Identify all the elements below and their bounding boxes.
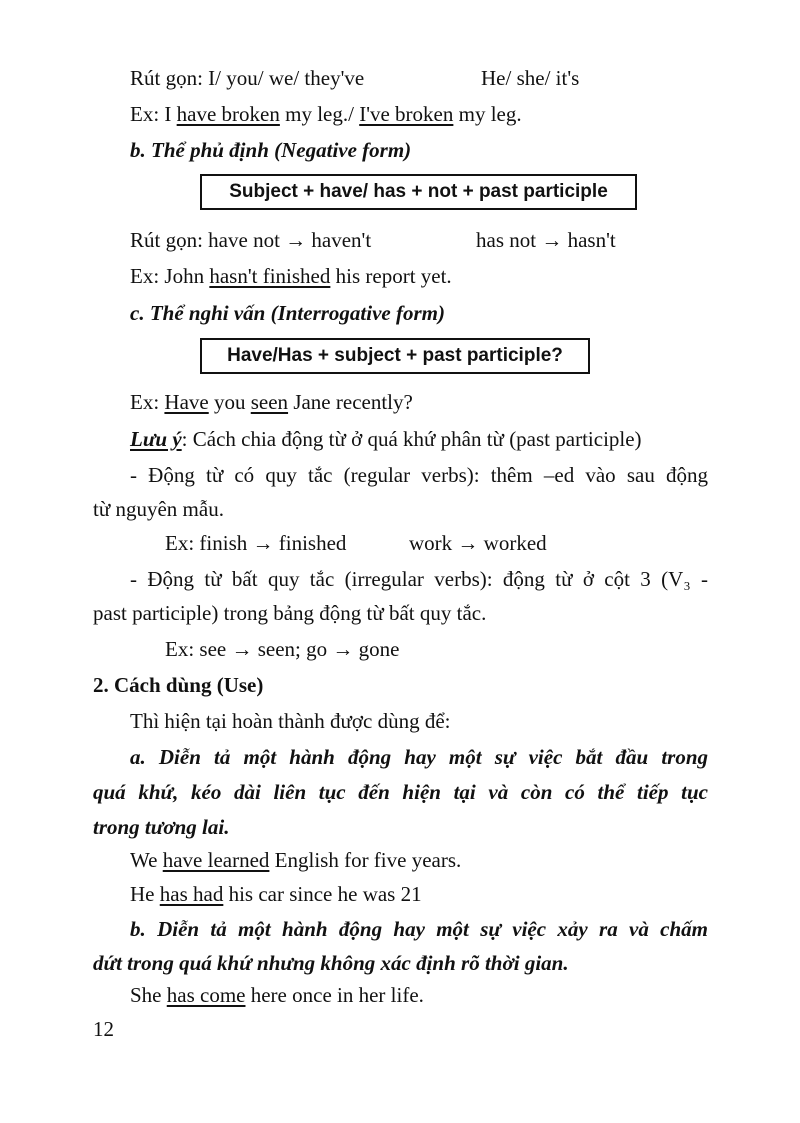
contraction-text-2: He/ she/ it's [481,66,580,90]
heading-negative-form: b. Thể phủ định (Negative form) [130,138,412,162]
example-text: his car since he was 21 [223,882,422,906]
use-a-example-2 [130,882,422,906]
irregular-verbs-line-2: past participle) trong bảng động từ bất quy tắc. [93,601,487,625]
example-text: He [130,882,160,906]
contraction-text: Rút gọn: have not → haven't [130,228,372,252]
contraction-line-affirmative [130,66,364,90]
example-verb: seen [250,390,289,414]
example-text: She [130,983,167,1007]
example-affirmative [130,102,522,126]
use-b-example [130,983,424,1007]
contraction-line-negative-2 [476,228,616,252]
example-verb: has come [166,983,246,1007]
example-negative [130,264,452,288]
formula-box-negative: Subject + have/ has + not + past participle [200,174,637,210]
example-text: here once in her life. [245,983,424,1007]
use-intro: Thì hiện tại hoàn thành được dùng để: [130,709,451,733]
use-a-line-1: a. Diễn tả một hành động hay một sự việc bắt đầu trong [130,745,708,769]
contraction-text-2: has not → hasn't [476,228,616,252]
heading-interrogative-form: c. Thể nghi vấn (Interrogative form) [130,301,445,325]
note-line [130,427,642,451]
example-text: We [130,848,163,872]
example-verb: Have [164,390,209,414]
contraction-line-affirmative-2 [481,66,579,90]
use-a-line-3: trong tương lai. [93,815,230,839]
example-text: Ex: John [130,264,210,288]
example-text: Jane recently? [288,390,413,414]
use-b-line-1: b. Diễn tả một hành động hay một sự việc xảy ra và chấm [130,917,708,941]
example-text: Ex: [130,390,165,414]
example-text: English for five years. [269,848,462,872]
example-text: you [208,390,251,414]
irregular-verbs-example: Ex: see → seen; go → gone [165,637,400,661]
example-verb: has had [159,882,224,906]
regular-verbs-line-2: từ nguyên mẫu. [93,497,224,521]
note-label: Lưu ý [130,427,182,451]
example-text: my leg. [453,102,522,126]
use-b-line-2: dứt trong quá khứ nhưng không xác định rõ thời gian. [93,951,569,975]
use-a-line-2: quá khứ, kéo dài liên tục đến hiện tại và còn có thể tiếp tục [93,780,708,804]
example-text: my leg./ [279,102,360,126]
note-text: : Cách chia động từ ở quá khứ phân từ (past participle) [181,427,642,451]
regular-verbs-example-2: work → worked [409,531,547,555]
contraction-line-negative [130,228,371,252]
section-heading-use: 2. Cách dùng (Use) [93,673,264,697]
regular-verbs-line: - Động từ có quy tắc (regular verbs): thêm –ed vào sau động [130,463,708,487]
example-text: his report yet. [330,264,452,288]
use-a-example-1 [130,848,461,872]
example-verb: have learned [162,848,270,872]
example-text: Ex: I [130,102,177,126]
example-verb: I've broken [359,102,454,126]
example-verb: hasn't finished [209,264,331,288]
regular-verbs-example-1: Ex: finish → finished [165,531,347,555]
page-number: 12 [93,1017,114,1041]
example-verb: have broken [176,102,280,126]
example-interrogative [130,390,413,414]
contraction-text: Rút gọn: I/ you/ we/ they've [130,66,365,90]
irregular-verbs-line: - Động từ bất quy tắc (irregular verbs): động từ ở cột 3 (V₃ - [130,567,708,591]
formula-box-interrogative: Have/Has + subject + past participle? [200,338,590,374]
